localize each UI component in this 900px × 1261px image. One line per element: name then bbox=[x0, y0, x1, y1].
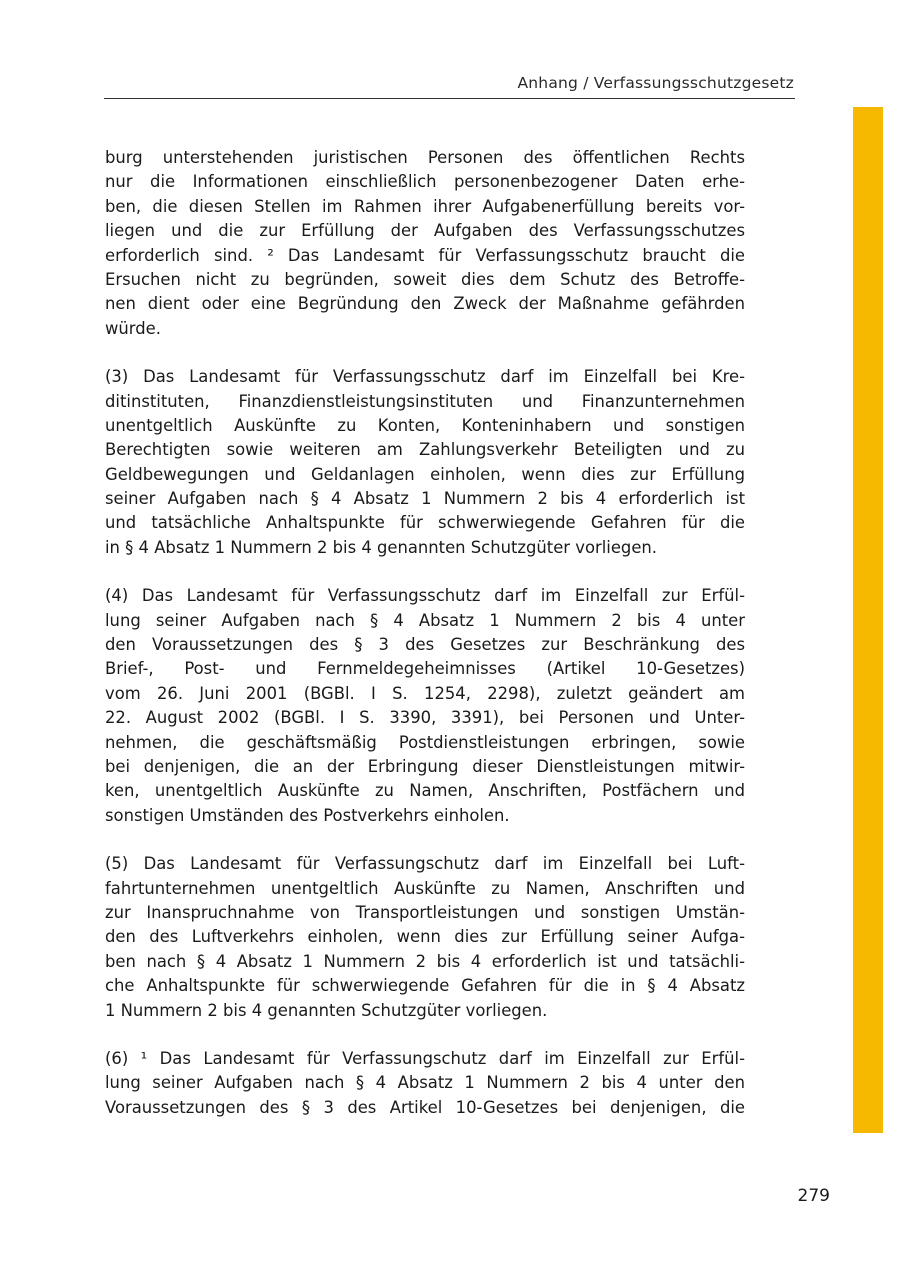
text-line: Voraussetzungen des § 3 des Artikel 10-Gesetzes bei denjenigen, die bbox=[105, 1097, 745, 1117]
text-line: nehmen, die geschäftsmäßig Postdienstleistungen erbringen, sowie bbox=[105, 732, 745, 752]
paragraph-4 bbox=[105, 584, 745, 828]
text-line: nen dient oder eine Begründung den Zweck der Maßnahme gefährden bbox=[105, 294, 745, 314]
text-line: den Voraussetzungen des § 3 des Gesetzes zur Beschränkung des bbox=[105, 635, 745, 655]
text-line: (6) ¹ Das Landesamt für Verfassungschutz darf im Einzelfall zur Erfül- bbox=[105, 1048, 745, 1068]
text-line: (5) Das Landesamt für Verfassungschutz darf im Einzelfall bei Luft- bbox=[105, 854, 745, 874]
header-rule bbox=[104, 98, 795, 99]
chapter-marker-bar bbox=[853, 107, 883, 1133]
paragraph-continuation bbox=[105, 146, 745, 341]
paragraph-3 bbox=[105, 365, 745, 560]
text-line: bei denjenigen, die an der Erbringung dieser Dienstleistungen mitwir- bbox=[105, 756, 745, 776]
body-text bbox=[105, 146, 745, 1144]
text-line: fahrtunternehmen unentgeltlich Auskünfte zu Namen, Anschriften und bbox=[105, 878, 745, 898]
text-line: (4) Das Landesamt für Verfassungsschutz darf im Einzelfall zur Erfül- bbox=[105, 586, 745, 606]
text-line: che Anhaltspunkte für schwerwiegende Gefahren für die in § 4 Absatz bbox=[105, 976, 745, 996]
text-line: 1 Nummern 2 bis 4 genannten Schutzgüter vorliegen. bbox=[105, 1000, 548, 1020]
page-number: 279 bbox=[797, 1186, 830, 1206]
text-line: (3) Das Landesamt für Verfassungsschutz darf im Einzelfall bei Kre- bbox=[105, 367, 745, 387]
text-line: würde. bbox=[105, 318, 161, 338]
text-line: ben, die diesen Stellen im Rahmen ihrer Aufgabenerfüllung bereits vor- bbox=[105, 196, 745, 216]
text-line: zur Inanspruchnahme von Transportleistungen und sonstigen Umstän- bbox=[105, 902, 745, 922]
text-line: lung seiner Aufgaben nach § 4 Absatz 1 Nummern 2 bis 4 unter den bbox=[105, 1073, 745, 1093]
text-line: lung seiner Aufgaben nach § 4 Absatz 1 Nummern 2 bis 4 unter bbox=[105, 610, 745, 630]
paragraph-5 bbox=[105, 852, 745, 1023]
text-line: nur die Informationen einschließlich personenbezogener Daten erhe- bbox=[105, 172, 745, 192]
text-line: unentgeltlich Auskünfte zu Konten, Konteninhabern und sonstigen bbox=[105, 415, 745, 435]
paragraph-6 bbox=[105, 1047, 745, 1120]
text-line: erforderlich sind. ² Das Landesamt für Verfassungsschutz braucht die bbox=[105, 245, 745, 265]
text-line: den des Luftverkehrs einholen, wenn dies zur Erfüllung seiner Aufga- bbox=[105, 927, 745, 947]
text-line: liegen und die zur Erfüllung der Aufgaben des Verfassungsschutzes bbox=[105, 221, 745, 241]
text-line: seiner Aufgaben nach § 4 Absatz 1 Nummern 2 bis 4 erforderlich ist bbox=[105, 489, 745, 509]
text-line: ben nach § 4 Absatz 1 Nummern 2 bis 4 erforderlich ist und tatsächli- bbox=[105, 951, 745, 971]
text-line: burg unterstehenden juristischen Personen des öffentlichen Rechts bbox=[105, 148, 745, 167]
text-line: ken, unentgeltlich Auskünfte zu Namen, Anschriften, Postfächern und bbox=[105, 781, 745, 801]
text-line: Geldbewegungen und Geldanlagen einholen, wenn dies zur Erfüllung bbox=[105, 464, 745, 484]
text-line: 22. August 2002 (BGBl. I S. 3390, 3391), bei Personen und Unter- bbox=[105, 708, 745, 728]
text-line: in § 4 Absatz 1 Nummern 2 bis 4 genannten Schutzgüter vorliegen. bbox=[105, 537, 657, 557]
running-header: Anhang / Verfassungsschutzgesetz bbox=[517, 74, 794, 92]
text-line: ditinstituten, Finanzdienstleistungsinstituten und Finanzunternehmen bbox=[105, 391, 745, 411]
text-line: und tatsächliche Anhaltspunkte für schwerwiegende Gefahren für die bbox=[105, 513, 745, 533]
text-line: Berechtigten sowie weiteren am Zahlungsverkehr Beteiligten und zu bbox=[105, 440, 745, 460]
text-line: Ersuchen nicht zu begründen, soweit dies dem Schutz des Betroffe- bbox=[105, 269, 745, 289]
text-line: vom 26. Juni 2001 (BGBl. I S. 1254, 2298), zuletzt geändert am bbox=[105, 683, 745, 703]
text-line: Brief-, Post- und Fernmeldegeheimnisses (Artikel 10-Gesetzes) bbox=[105, 659, 745, 679]
text-line: sonstigen Umständen des Postverkehrs einholen. bbox=[105, 805, 510, 825]
